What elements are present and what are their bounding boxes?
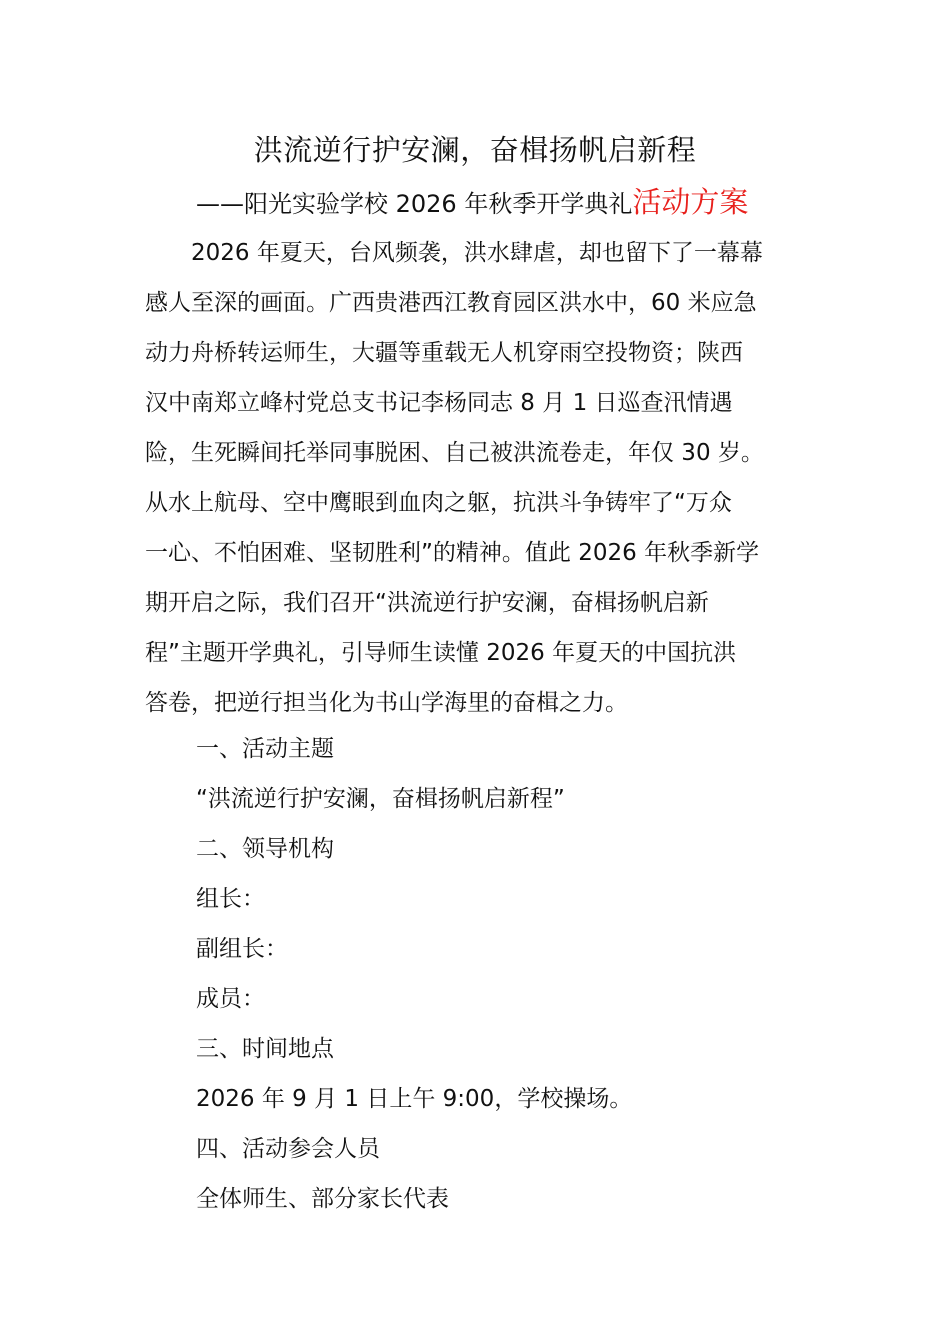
subtitle-accent: 活动方案: [632, 185, 749, 219]
time-text: 2026 年 9 月 1 日上午 9:00，学校操场。: [196, 1086, 633, 1112]
intro-paragraph: [145, 228, 811, 728]
theme-heading: 一、活动主题: [196, 736, 334, 762]
intro-line: 从水上航母、空中鹰眼到血肉之躯，抗洪斗争铸牢了“万众: [145, 490, 732, 516]
attendees-text: 全体师生、部分家长代表: [196, 1186, 449, 1212]
deputy-leader-field: 副组长：: [196, 936, 288, 962]
intro-line: 汉中南郑立峰村党总支书记李杨同志 8 月 1 日巡查汛情遇: [145, 390, 733, 416]
theme-text: “洪流逆行护安澜，奋楫扬帆启新程”: [196, 786, 565, 812]
intro-line: 险，生死瞬间托举同事脱困、自己被洪流卷走，年仅 30 岁。: [145, 440, 764, 466]
intro-line: 答卷，把逆行担当化为书山学海里的奋楫之力。: [145, 690, 628, 716]
time-heading: 三、时间地点: [196, 1036, 334, 1062]
document-title: 洪流逆行护安澜，奋楫扬帆启新程: [253, 133, 697, 167]
leaders-heading: 二、领导机构: [196, 836, 334, 862]
attendees-heading: 四、活动参会人员: [196, 1136, 380, 1162]
intro-line: 一心、不怕困难、坚韧胜利”的精神。值此 2026 年秋季新学: [145, 540, 760, 566]
subtitle-prefix: ——阳光实验学校 2026 年秋季开学典礼: [196, 190, 633, 218]
document-subtitle: [196, 180, 748, 226]
members-field: 成员：: [196, 986, 265, 1012]
intro-line: 感人至深的画面。广西贵港西江教育园区洪水中，60 米应急: [145, 290, 757, 316]
intro-line: 期开启之际，我们召开“洪流逆行护安澜，奋楫扬帆启新: [145, 590, 709, 616]
intro-line: 动力舟桥转运师生，大疆等重载无人机穿雨空投物资；陕西: [145, 340, 743, 366]
intro-line: 程”主题开学典礼，引导师生读懂 2026 年夏天的中国抗洪: [145, 640, 737, 666]
leader-field: 组长：: [196, 886, 265, 912]
intro-line: 2026 年夏天，台风频袭，洪水肆虐，却也留下了一幕幕: [145, 240, 763, 266]
